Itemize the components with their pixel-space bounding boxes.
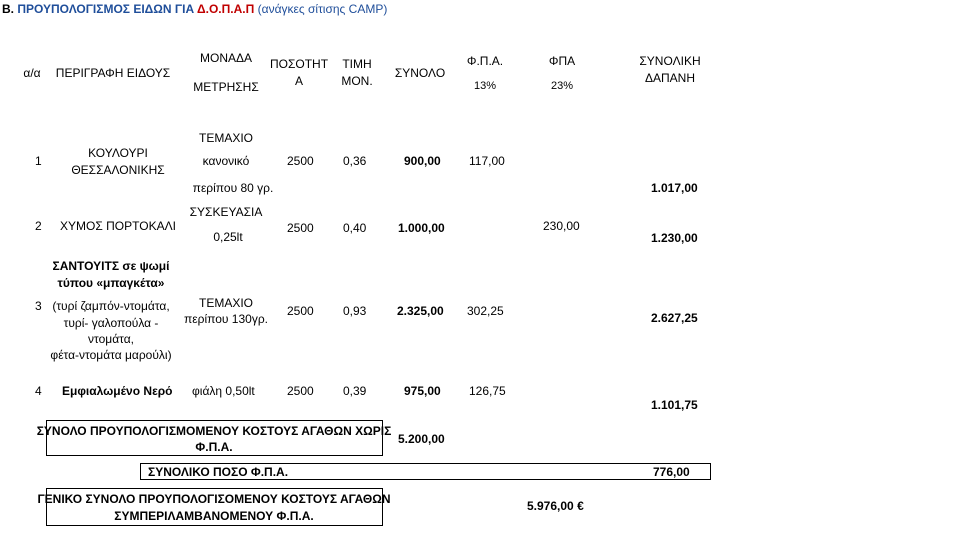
vat-total-label: ΣΥΝΟΛΙΚΟ ΠΟΣΟ Φ.Π.Α.: [148, 465, 289, 479]
header-unit-line2: ΜΕΤΡΗΣΗΣ: [193, 80, 259, 94]
title-code: Δ.Ο.Π.Α.Π: [197, 2, 255, 16]
row1-unit-line3: περίπου 80 γρ.: [192, 181, 274, 195]
row4-unit: φιάλη 0,50lt: [192, 384, 255, 398]
row1-total: 900,00: [404, 154, 441, 168]
row3-qty: 2500: [287, 304, 314, 318]
vat-total-top-border: [140, 463, 711, 464]
net-total-label-line2: Φ.Π.Α.: [195, 440, 233, 454]
header-vat23-line1: ΦΠΑ: [548, 54, 576, 68]
row1-price: 0,36: [343, 154, 367, 168]
row3-unit-line2: περίπου 130γρ.: [184, 312, 268, 326]
row4-price: 0,39: [343, 384, 367, 398]
doc-title: [2, 2, 387, 16]
row3-unit-line1: ΤΕΜΑΧΙΟ: [198, 296, 254, 310]
net-total-label-line1: ΣΥΝΟΛΟ ΠΡΟΥΠΟΛΟΓΙΣΜΟΜΕΝΟΥ ΚΟΣΤΟΥΣ ΑΓΑΘΩΝ ΧΩΡΙΣ: [36, 424, 392, 438]
row1-vat13: 117,00: [469, 154, 505, 168]
grand-total-label-line2: ΣΥΜΠΕΡΙΛΑΜΒΑΝΟΜΕΝΟΥ Φ.Π.Α.: [114, 509, 314, 523]
row1-grand: 1.017,00: [651, 181, 698, 195]
row2-qty: 2500: [287, 221, 314, 235]
row1-aa: 1: [35, 154, 42, 168]
row4-aa: 4: [35, 384, 42, 398]
row2-unit-line1: ΣΥΣΚΕΥΑΣΙΑ: [189, 205, 263, 219]
row2-aa: 2: [35, 219, 42, 233]
row2-desc: ΧΥΜΟΣ ΠΟΡΤΟΚΑΛΙ: [60, 219, 176, 233]
row4-desc: Εμφιαλωμένο Νερό: [62, 384, 173, 398]
row3-price: 0,93: [343, 304, 367, 318]
row4-total: 975,00: [404, 384, 441, 398]
row3-total: 2.325,00: [397, 304, 444, 318]
row1-desc-line1: ΚΟΥΛΟΥΡΙ: [88, 146, 148, 160]
row3-desc-line3: (τυρί ζαμπόν-ντομάτα,: [52, 299, 170, 313]
row3-desc-line2: τύπου «μπαγκέτα»: [57, 276, 165, 290]
row3-vat13: 302,25: [467, 304, 504, 318]
vat-total-value: 776,00: [653, 465, 690, 479]
header-price-line2: ΜΟΝ.: [341, 74, 373, 88]
title-main: ΠΡΟΥΠΟΛΟΓΙΣΜΟΣ ΕΙΔΩΝ ΓΙΑ: [17, 2, 195, 16]
grand-total-label-line1: ΓΕΝΙΚΟ ΣΥΝΟΛΟ ΠΡΟΥΠΟΛΟΓΙΣΟΜΕΝΟΥ ΚΟΣΤΟΥΣ ΑΓΑΘΩΝ: [37, 492, 391, 506]
header-unit-line1: ΜΟΝΑΔΑ: [199, 51, 253, 65]
row4-vat13: 126,75: [469, 384, 506, 398]
row2-price: 0,40: [343, 221, 367, 235]
vat-total-right-border: [710, 463, 711, 480]
row2-total: 1.000,00: [398, 221, 445, 235]
title-note: (ανάγκες σίτισης CAMP): [257, 2, 388, 16]
header-total: ΣΥΝΟΛΟ: [394, 66, 446, 80]
header-grand-line2: ΔΑΠΑΝΗ: [644, 71, 696, 85]
row1-unit-line1: ΤΕΜΑΧΙΟ: [198, 131, 254, 145]
header-vat13-line2: 13%: [473, 80, 497, 92]
row2-vat23: 230,00: [543, 219, 580, 233]
header-qty-line1: ΠΟΣΟΤΗΤ: [269, 57, 329, 71]
net-total-value: 5.200,00: [398, 432, 445, 446]
header-price-line1: ΤΙΜΗ: [342, 57, 372, 71]
currency-symbol: €: [577, 499, 584, 513]
grand-total-amount: 5.976,00: [527, 499, 574, 513]
row1-unit-line2: κανονικό: [202, 154, 250, 168]
row3-desc-line6: φέτα-ντομάτα μαρούλι): [50, 348, 172, 362]
row2-unit-line2: 0,25lt: [213, 230, 243, 244]
row3-desc-line4: τυρί- γαλοπούλα -: [63, 316, 159, 330]
header-vat13-line1: Φ.Π.Α.: [466, 54, 504, 68]
vat-total-bottom-border: [140, 479, 711, 480]
row1-qty: 2500: [287, 154, 314, 168]
row3-aa: 3: [35, 299, 42, 313]
row1-desc-line2: ΘΕΣΣΑΛΟΝΙΚΗΣ: [71, 163, 165, 177]
header-qty-line2: Α: [294, 74, 304, 88]
header-grand-line1: ΣΥΝΟΛΙΚΗ: [639, 54, 701, 68]
header-description: ΠΕΡΙΓΡΑΦΗ ΕΙΔΟΥΣ: [55, 66, 171, 80]
row3-desc-line5: ντομάτα,: [88, 332, 134, 346]
title-prefix: Β.: [2, 2, 14, 16]
row4-grand: 1.101,75: [651, 398, 698, 412]
header-vat23-line2: 23%: [550, 80, 574, 92]
row2-grand: 1.230,00: [651, 231, 698, 245]
header-aa: α/α: [23, 66, 41, 80]
row4-qty: 2500: [287, 384, 314, 398]
vat-total-left-border: [140, 463, 141, 480]
row3-desc-line1: ΣΑΝΤΟΥΙΤΣ σε ψωμί: [52, 259, 170, 273]
row3-grand: 2.627,25: [651, 311, 698, 325]
grand-total-value: [527, 499, 584, 513]
